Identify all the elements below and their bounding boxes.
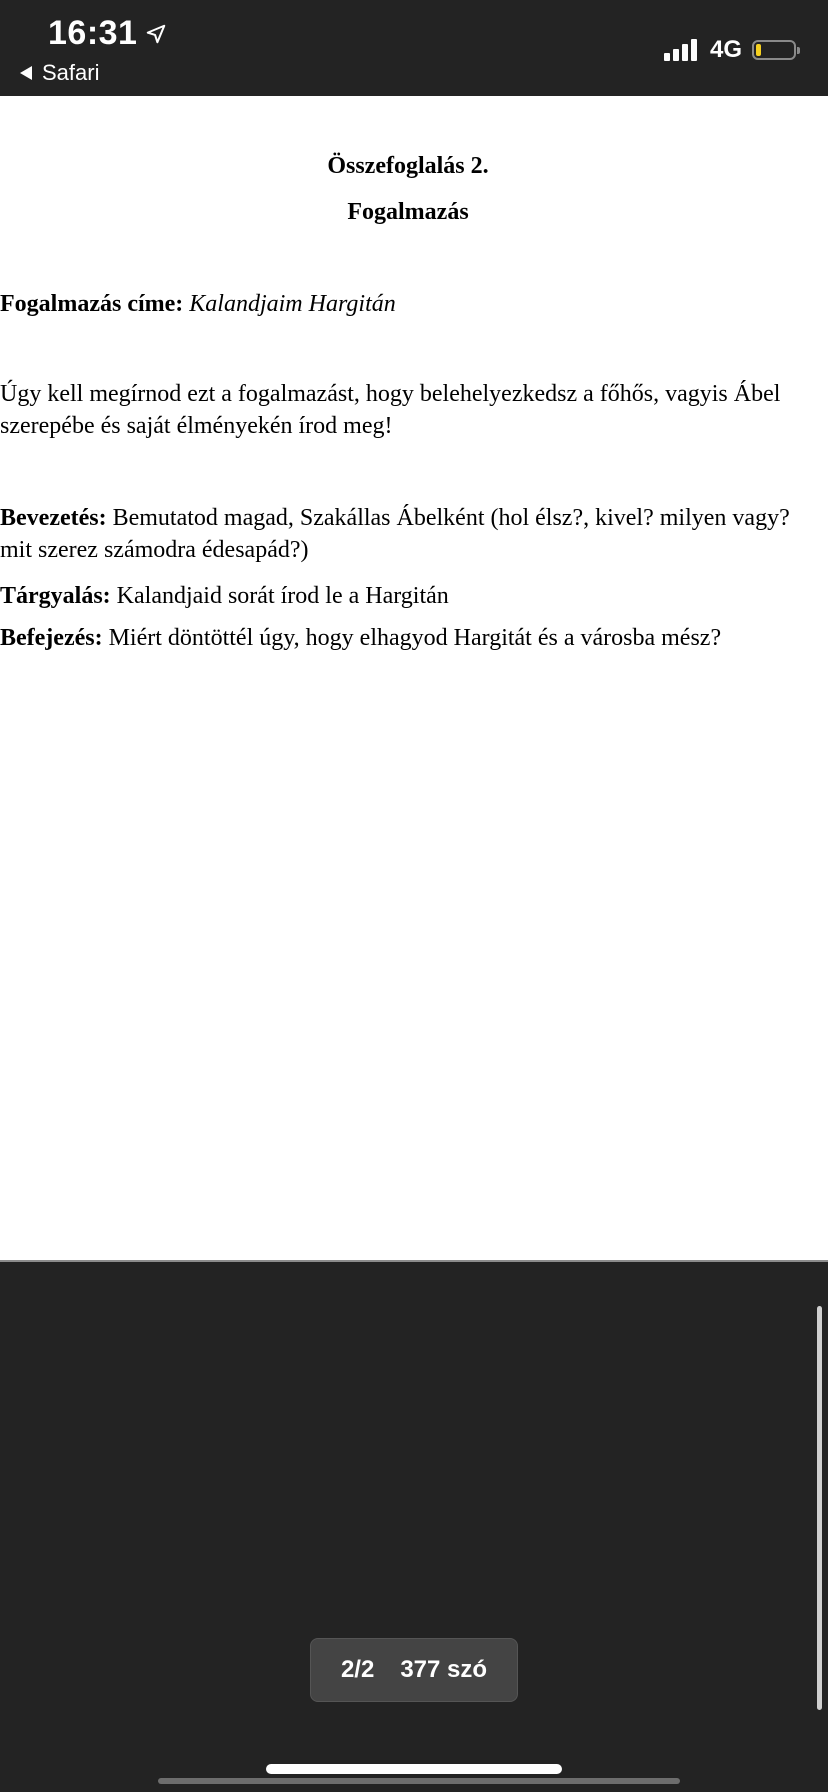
back-to-app-button[interactable] <box>20 60 99 86</box>
location-arrow-icon <box>145 23 167 45</box>
essay-title-label: Fogalmazás címe: <box>0 291 184 317</box>
signal-icon <box>664 39 700 61</box>
instructions-paragraph: Úgy kell megírnod ezt a fogalmazást, hogy belehelyezkedsz a főhős, vagyis Ábel szerepébe és saját élményekén írod meg! <box>0 381 781 439</box>
status-time <box>48 14 167 53</box>
home-indicator[interactable] <box>266 1764 562 1774</box>
status-indicators <box>664 36 796 64</box>
conclusion-label: Befejezés: <box>0 625 103 651</box>
page-counter <box>310 1638 518 1702</box>
scrollbar[interactable] <box>817 1306 822 1710</box>
bottom-track <box>158 1778 680 1784</box>
battery-fill <box>756 44 761 56</box>
intro-label: Bevezetés: <box>0 505 107 531</box>
back-app-label: Safari <box>42 60 100 85</box>
battery-icon <box>752 40 796 60</box>
intro-text: Bemutatod magad, Szakállas Ábelként (hol élsz?, kivel? milyen vagy? mit szerez számodra édesapád?) <box>0 505 790 563</box>
intro-paragraph <box>0 502 824 566</box>
document-subtitle: Fogalmazás <box>347 199 469 225</box>
word-count: 377 szó <box>400 1656 488 1683</box>
body-text: Kalandjaid sorát írod le a Hargitán <box>116 583 449 609</box>
body-label: Tárgyalás: <box>0 583 111 609</box>
document-page <box>0 96 828 1260</box>
essay-title-line <box>0 288 824 320</box>
body-paragraph <box>0 580 824 612</box>
status-bar <box>0 0 828 96</box>
time-label: 16:31 <box>48 14 138 52</box>
battery-tip <box>797 47 800 54</box>
conclusion-paragraph <box>0 622 824 654</box>
page-number: 2/2 <box>340 1656 375 1683</box>
page-divider <box>0 1260 828 1262</box>
essay-title-value: Kalandjaim Hargitán <box>189 291 396 317</box>
network-label: 4G <box>709 36 742 63</box>
back-triangle-icon <box>20 66 32 80</box>
document-title: Összefoglalás 2. <box>327 153 489 179</box>
conclusion-text: Miért döntöttél úgy, hogy elhagyod Hargitát és a városba mész? <box>108 625 722 651</box>
